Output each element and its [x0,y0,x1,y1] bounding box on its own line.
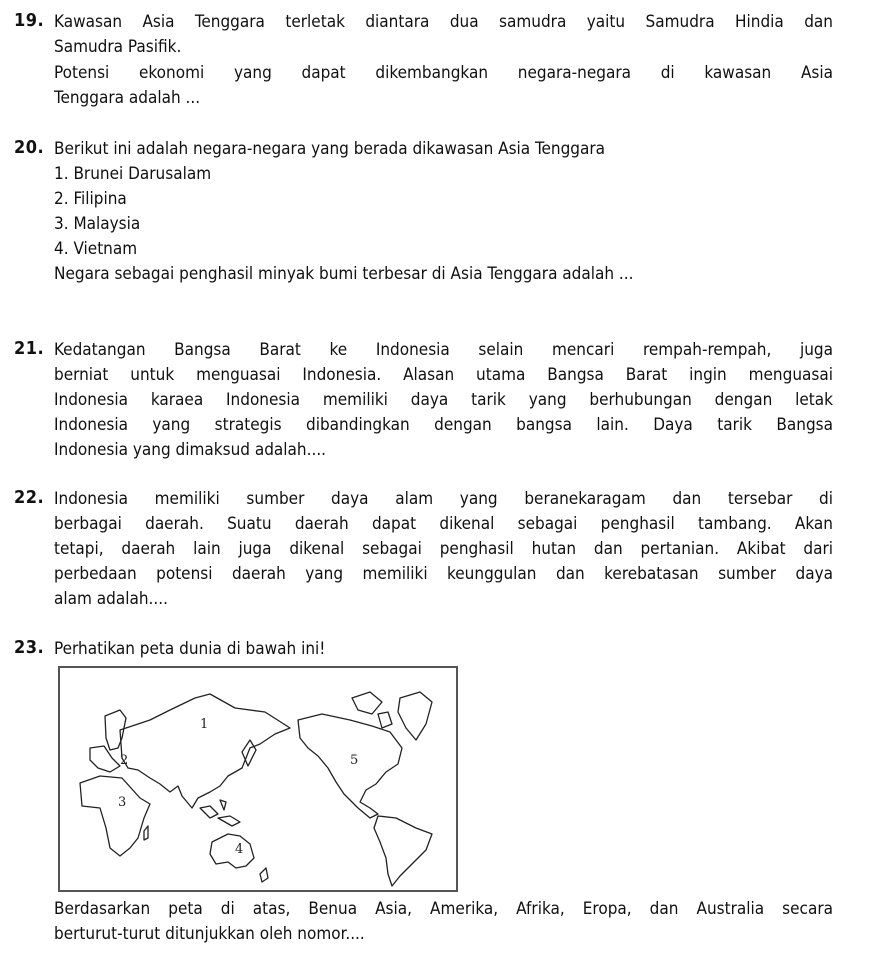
question-text-line: berbagai daerah. Suatu daerah dapat dikenal sebagai penghasil tambang. Akan [54,514,833,534]
question-text-line: alam adalah.... [54,589,168,609]
map-label-2: 2 [120,753,129,768]
map-label-4: 4 [235,842,244,857]
question-text-line: Indonesia yang dimaksud adalah.... [54,440,327,460]
question-number: 21. [14,338,45,359]
world-map-image [58,666,458,892]
question-text-line: Indonesia karaea Indonesia memiliki daya tarik yang berhubungan dengan letak [54,390,833,410]
option-item: 4. Vietnam [54,239,138,259]
option-item: 2. Filipina [54,189,127,209]
question-text-line: berniat untuk menguasai Indonesia. Alasan utama Bangsa Barat ingin menguasai [54,365,833,385]
question-text-line: Berdasarkan peta di atas, Benua Asia, Amerika, Afrika, Eropa, dan Australia secara [54,899,833,919]
world-map-outline [60,668,456,890]
question-text-line: Tenggara adalah ... [54,88,201,108]
question-text-line: tetapi, daerah lain juga dikenal sebagai penghasil hutan dan pertanian. Akibat dari [54,539,833,559]
question-prompt: Negara sebagai penghasil minyak bumi terbesar di Asia Tenggara adalah ... [54,264,634,284]
question-text-line: Potensi ekonomi yang dapat dikembangkan negara-negara di kawasan Asia [54,63,833,83]
question-text-line: Kawasan Asia Tenggara terletak diantara dua samudra yaitu Samudra Hindia dan [54,12,833,32]
map-label-3: 3 [118,795,127,810]
map-label-5: 5 [350,753,359,768]
option-item: 3. Malaysia [54,214,141,234]
question-number: 22. [14,487,45,508]
option-item: 1. Brunei Darusalam [54,164,212,184]
question-text-line: berturut-turut ditunjukkan oleh nomor.... [54,924,365,944]
question-text-line: Kedatangan Bangsa Barat ke Indonesia selain mencari rempah-rempah, juga [54,340,833,360]
question-intro: Berikut ini adalah negara-negara yang berada dikawasan Asia Tenggara [54,139,606,159]
question-number: 19. [14,10,45,31]
question-number: 20. [14,137,45,158]
question-intro: Perhatikan peta dunia di bawah ini! [54,639,326,659]
map-label-1: 1 [200,717,209,732]
question-text-line: Samudra Pasifik. [54,37,182,57]
question-text-line: Indonesia memiliki sumber daya alam yang beranekaragam dan tersebar di [54,489,833,509]
question-text-line: Indonesia yang strategis dibandingkan dengan bangsa lain. Daya tarik Bangsa [54,415,833,435]
question-number: 23. [14,637,45,658]
question-text-line: perbedaan potensi daerah yang memiliki keunggulan dan kerebatasan sumber daya [54,564,833,584]
